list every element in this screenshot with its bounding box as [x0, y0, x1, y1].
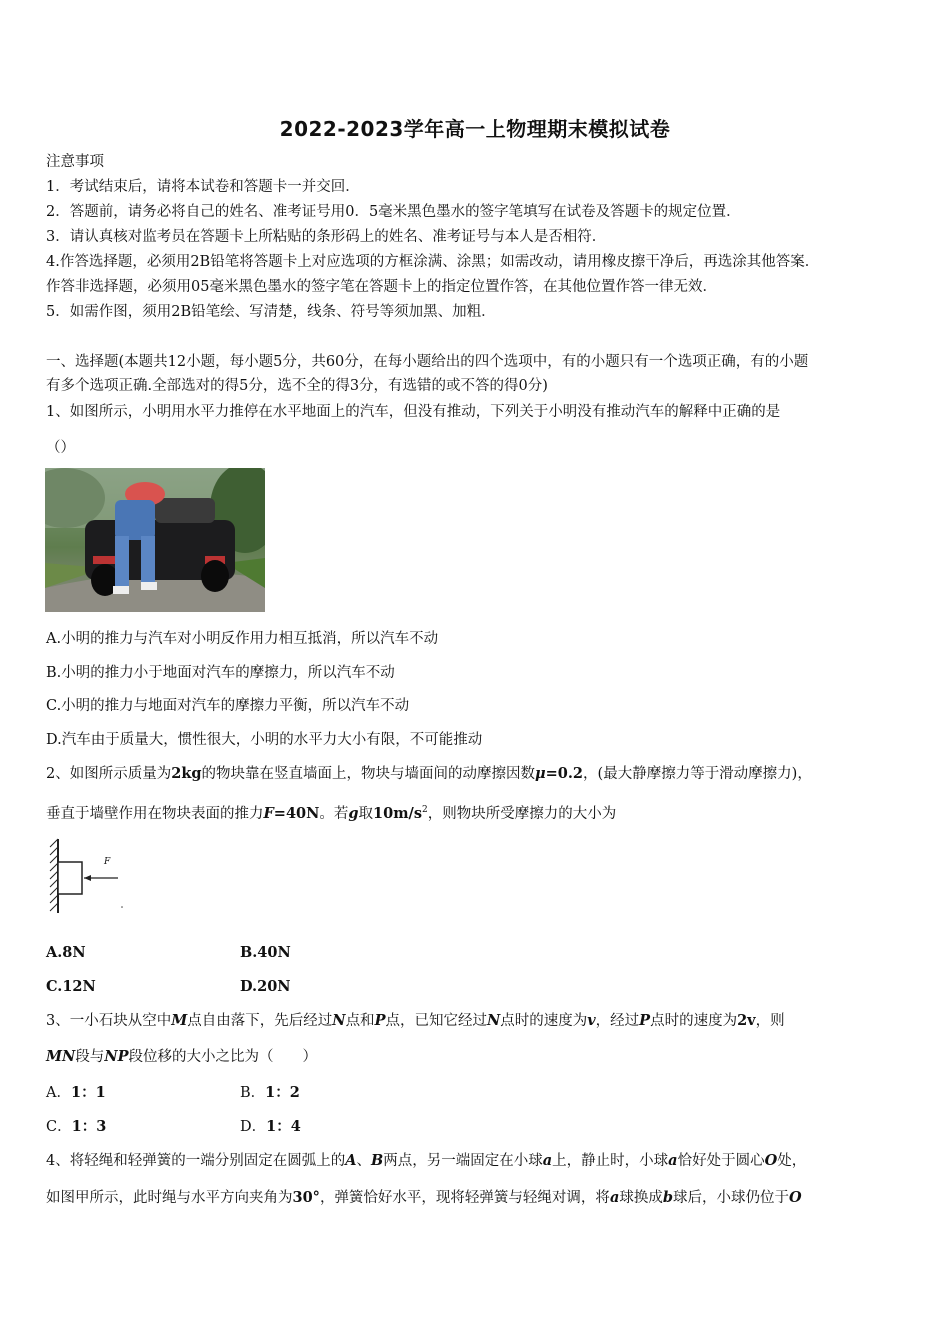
question-1-stem: 1、如图所示，小明用水平力推停在水平地面上的汽车，但没有推动，下列关于小明没有推动汽车的解释中正确的是 [46, 404, 781, 420]
notice-item: 5．如需作图，须用2B铅笔绘、写清楚，线条、符号等须加黑、加粗． [46, 304, 496, 320]
notice-item: 3．请认真核对监考员在答题卡上所粘贴的条形码上的姓名、准考证号与本人是否相符． [46, 229, 607, 245]
force-label: F [104, 857, 111, 867]
question-3-option-d: D．1：4 [240, 1118, 301, 1135]
question-2-option-d: D.20N [240, 978, 291, 995]
question-2-stem-line2: 垂直于墙壁作用在物块表面的推力F=40N。若g取$10m/s^2$，则物块所受摩擦力的大小为 [46, 804, 617, 822]
car-push-photo-image [45, 468, 265, 612]
question-4-stem-line2: 如图甲所示，此时绳与水平方向夹角为30°，弹簧恰好水平，现将轻弹簧与轻绳对调，将a球换成b球后，小球仍位于O [46, 1189, 802, 1206]
question-3-option-b: B．1：2 [240, 1084, 300, 1101]
notice-heading: 注意事项 [46, 154, 104, 170]
question-1-option-c: C.小明的推力与地面对汽车的摩擦力平衡，所以汽车不动 [46, 698, 410, 714]
question-3-option-a: A．1：1 [46, 1084, 106, 1101]
question-1-option-b: B.小明的推力小于地面对汽车的摩擦力，所以汽车不动 [46, 665, 395, 681]
section-instructions: 有多个选项正确.全部选对的得5分，选不全的得3分，有选错的或不答的得0分) [46, 378, 548, 394]
question-2-option-a: A.8N [46, 944, 86, 961]
question-2-stem-line1: 2、如图所示质量为2kg的物块靠在竖直墙面上，物块与墙面间的动摩擦因数μ=0.2，(最大静摩擦力等于滑动摩擦力)， [46, 765, 812, 782]
question-4-stem-line1: 4、将轻绳和轻弹簧的一端分别固定在圆弧上的A、B两点，另一端固定在小球a上，静止时，小球a恰好处于圆心O处， [46, 1152, 807, 1169]
question-3-option-c: C．1：3 [46, 1118, 107, 1135]
car-push-photo [45, 468, 265, 612]
question-3-stem-line2: MN段与NP段位移的大小之比为（ ） [46, 1048, 317, 1065]
notice-item: 2．答题前，请务必将自己的姓名、准考证号用0．5毫米黑色墨水的签字笔填写在试卷及答题卡的规定位置． [46, 204, 741, 220]
page-title: 2022-2023学年高一上物理期末模拟试卷 [279, 117, 671, 141]
question-1-paren: （） [46, 440, 75, 456]
notice-item: 4.作答选择题，必须用2B铅笔将答题卡上对应选项的方框涂满、涂黑；如需改动，请用橡皮擦干净后，再选涂其他答案． [46, 254, 820, 270]
notice-item: 作答非选择题，必须用05毫米黑色墨水的签字笔在答题卡上的指定位置作答，在其他位置作答一律无效． [46, 279, 717, 295]
section-instructions: 一、选择题(本题共12小题，每小题5分，共60分，在每小题给出的四个选项中，有的小题只有一个选项正确，有的小题 [46, 354, 809, 370]
question-1-option-d: D.汽车由于质量大，惯性很大，小明的水平力大小有限，不可能推动 [46, 732, 483, 748]
notice-item: 1．考试结束后，请将本试卷和答题卡一并交回． [46, 179, 360, 195]
question-1-option-a: A.小明的推力与汽车对小明反作用力相互抵消，所以汽车不动 [46, 631, 439, 647]
question-3-stem-line1: 3、一小石块从空中M点自由落下，先后经过N点和P点，已知它经过N点时的速度为v，经过P点时的速度为2v，则 [46, 1012, 785, 1029]
wall-block-diagram [46, 835, 126, 917]
question-2-option-c: C.12N [46, 978, 96, 995]
question-2-option-b: B.40N [240, 944, 291, 961]
